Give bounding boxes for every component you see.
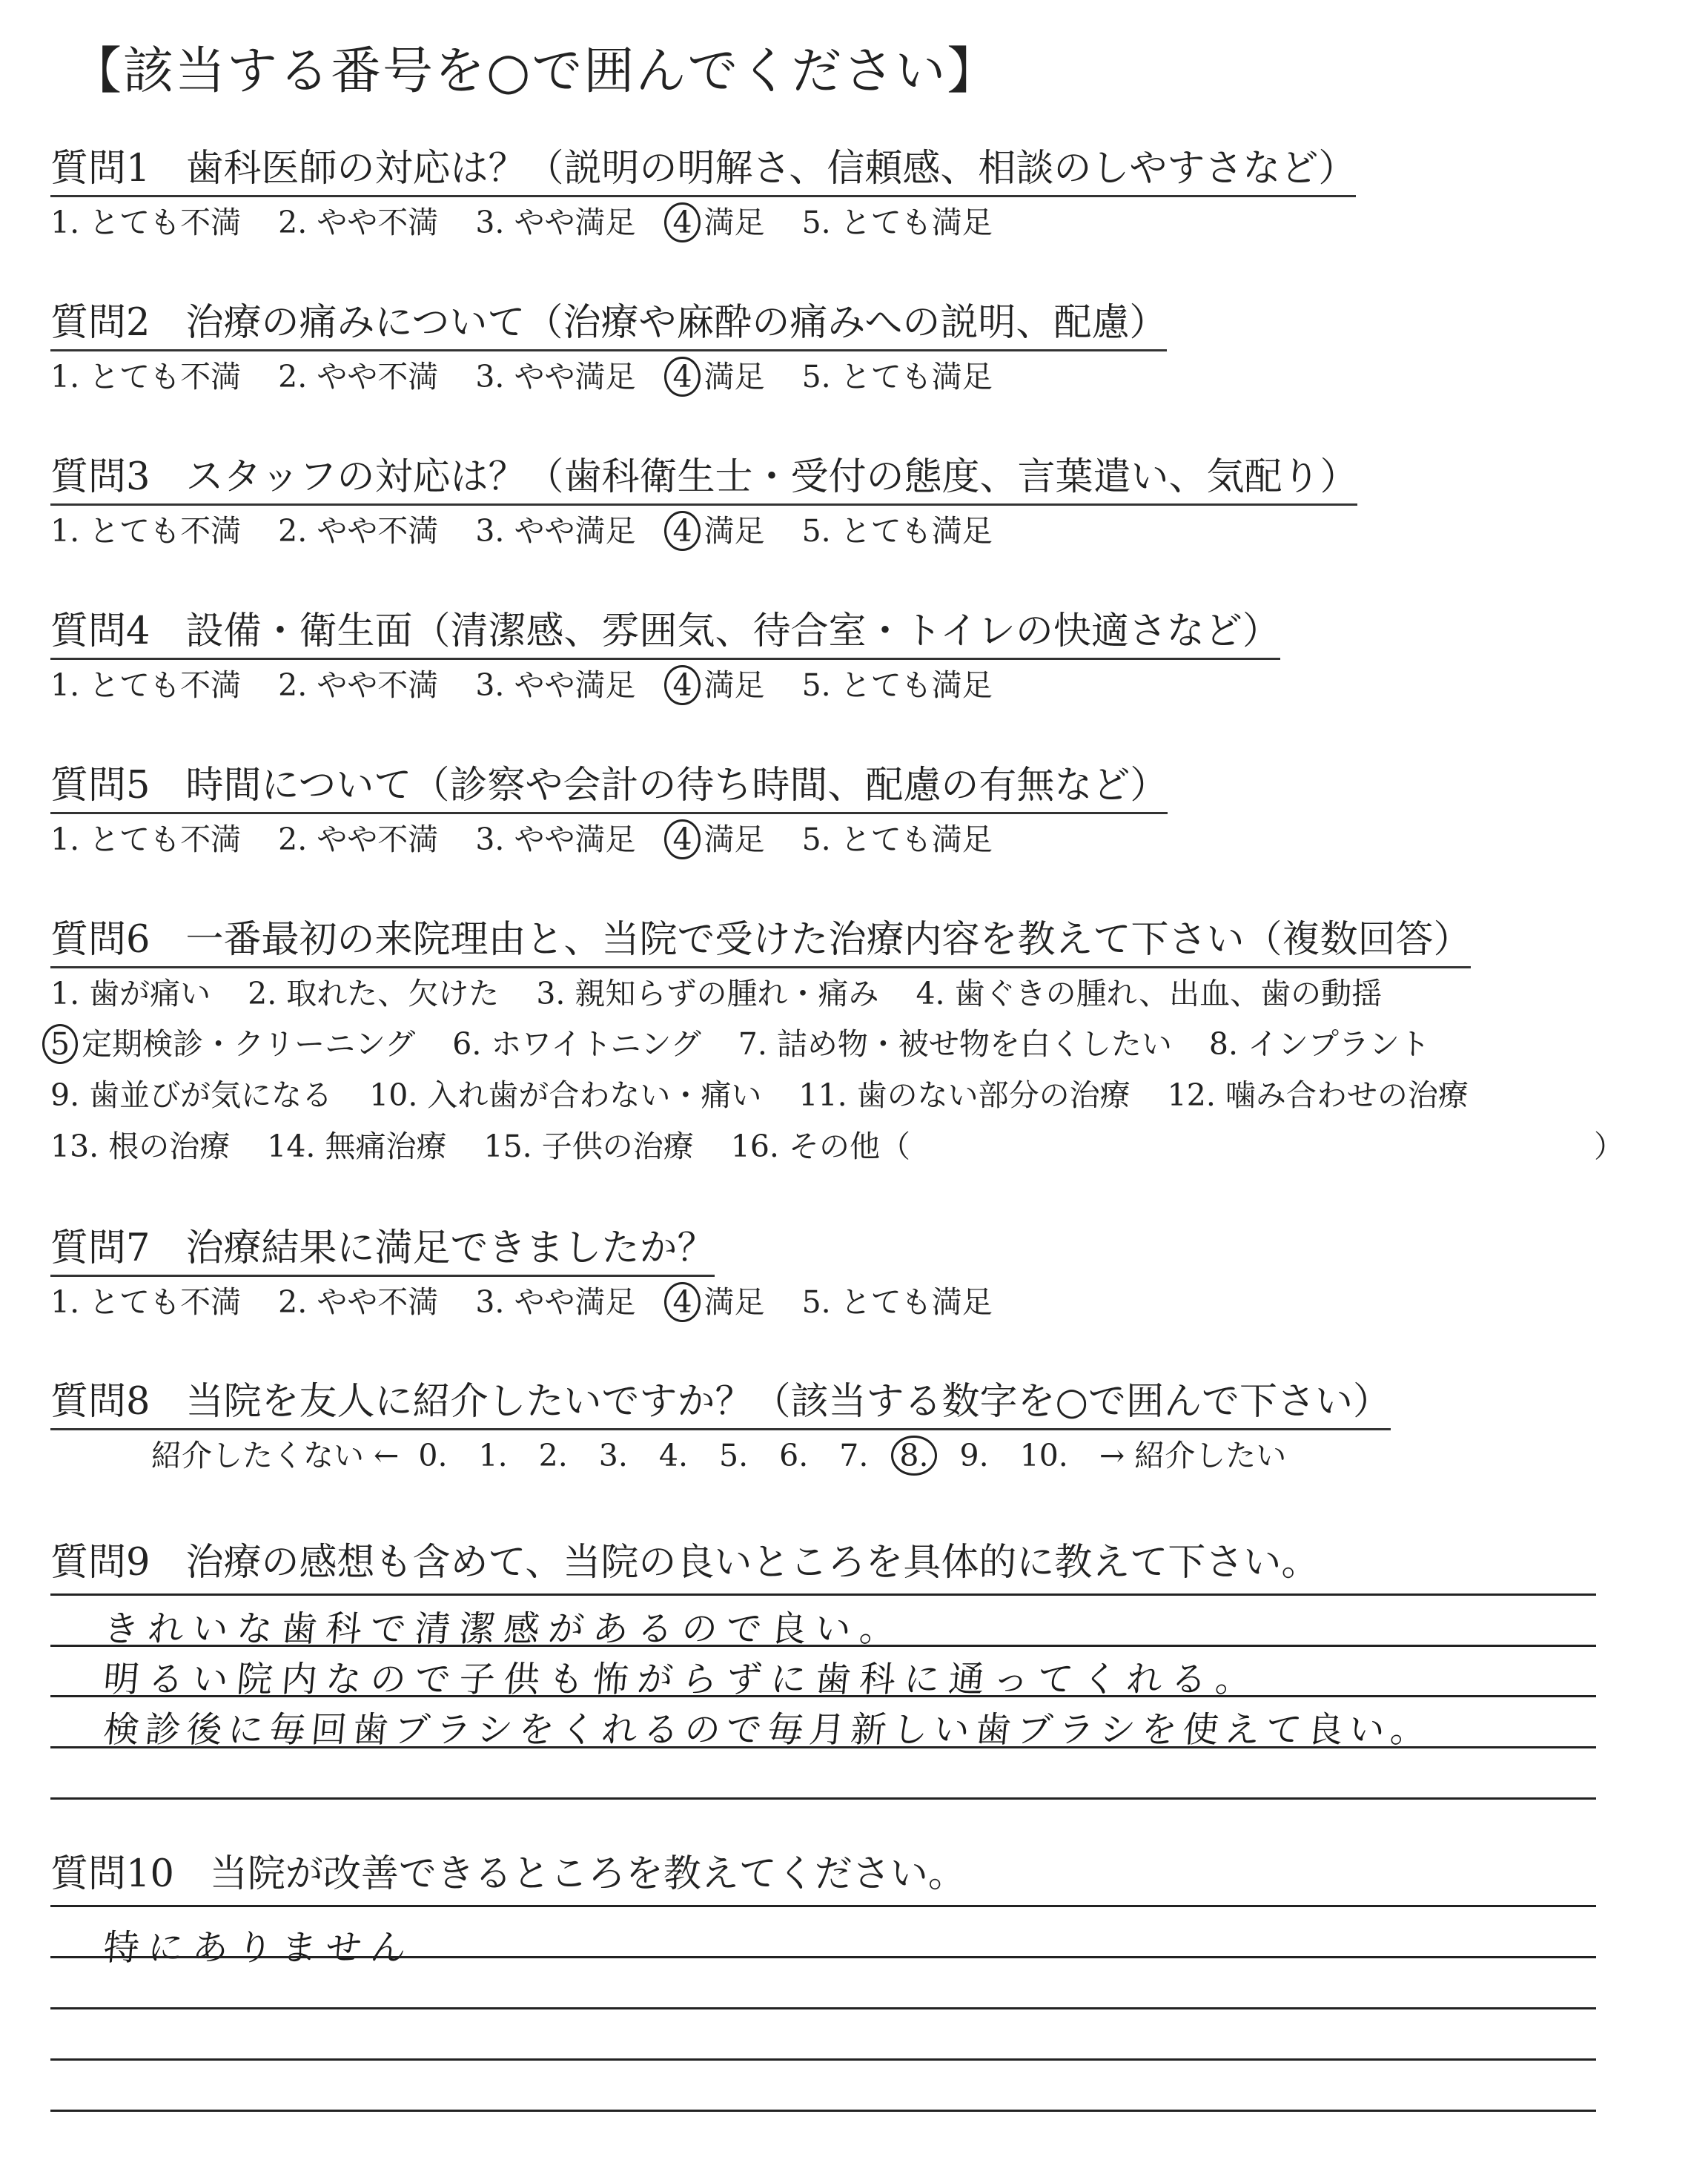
rating-option[interactable]: 3. やや満足 <box>475 822 636 857</box>
question-number: 質問9 <box>50 1541 150 1585</box>
reason-option[interactable]: 12. 噛み合わせの治療 <box>1167 1077 1469 1113</box>
reason-option[interactable]: 1. 歯が痛い <box>50 976 211 1011</box>
answer-line[interactable] <box>50 2110 1596 2112</box>
reason-option[interactable]: 15. 子供の治療 <box>483 1129 694 1164</box>
selected-circle: 4 <box>664 1282 700 1322</box>
scale-option[interactable]: 3. <box>598 1438 628 1473</box>
rating-option-selected[interactable]: 4 満足 <box>672 1278 764 1322</box>
selected-circle: 4 <box>664 665 700 705</box>
rating-option[interactable]: 1. とても不満 <box>50 1284 242 1320</box>
other-close-paren: ） <box>1594 1129 1624 1164</box>
question-text: 時間について（診察や会計の待ち時間、配慮の有無など） <box>185 764 1168 807</box>
rating-option-selected[interactable]: 4 満足 <box>672 661 764 705</box>
rating-option[interactable]: 5. とても満足 <box>801 1284 993 1320</box>
reason-option[interactable]: 3. 親知らずの腫れ・痛み <box>536 976 879 1011</box>
rating-option[interactable]: 1. とても不満 <box>50 359 242 394</box>
reason-option[interactable]: 2. 取れた、欠けた <box>248 976 500 1011</box>
rating-options <box>50 815 1030 859</box>
question-text: 治療の感想も含めて、当院の良いところを具体的に教えて下さい。 <box>185 1541 1320 1585</box>
scale-option[interactable]: 9. <box>959 1438 989 1473</box>
reason-options-row <box>50 1071 1506 1114</box>
question-heading <box>50 1217 715 1277</box>
question-heading <box>50 291 1167 351</box>
rating-option[interactable]: 3. やや満足 <box>475 359 636 394</box>
rating-option[interactable]: 3. やや満足 <box>475 1284 636 1320</box>
question-text: 設備・衛生面（清潔感、雰囲気、待合室・トイレの快適さなど） <box>185 610 1280 653</box>
question-heading <box>50 1843 966 1900</box>
question-heading <box>50 137 1356 197</box>
answer-line[interactable] <box>50 1797 1596 1800</box>
reason-option-other[interactable]: 16. その他（ <box>730 1129 910 1164</box>
scale-option[interactable]: 10. <box>1019 1438 1068 1473</box>
reason-options-row <box>50 969 1419 1013</box>
reason-option[interactable]: 6. ホワイトニング <box>452 1026 701 1062</box>
question-number: 質問1 <box>50 147 150 191</box>
question-number: 質問10 <box>50 1852 174 1896</box>
handwritten-answer: きれいな歯科で清潔感があるので良い。 <box>102 1608 907 1650</box>
rating-options <box>50 198 1030 242</box>
answer-line[interactable] <box>50 2007 1596 2009</box>
scale-option[interactable]: 2. <box>538 1438 568 1473</box>
rating-option[interactable]: 2. やや不満 <box>278 513 439 549</box>
selected-circle: 4 <box>664 202 700 242</box>
rating-option[interactable]: 1. とても不満 <box>50 667 242 703</box>
rating-options <box>50 506 1030 551</box>
reason-option-selected[interactable]: 5 定期検診・クリーニング <box>50 1020 415 1064</box>
answer-line[interactable] <box>50 1905 1596 1907</box>
reason-options-row <box>50 1122 947 1166</box>
rating-option[interactable]: 5. とても満足 <box>801 513 993 549</box>
reason-options-row <box>50 1020 1467 1064</box>
answer-line[interactable] <box>50 1956 1596 1958</box>
scale-option[interactable]: 5. <box>719 1438 749 1473</box>
rating-option[interactable]: 3. やや満足 <box>475 667 636 703</box>
question-number: 質問2 <box>50 301 150 345</box>
rating-option[interactable]: 2. やや不満 <box>278 667 439 703</box>
scale-option-selected[interactable]: 8. <box>891 1436 936 1476</box>
question-heading <box>50 754 1168 814</box>
selected-circle: 4 <box>664 819 700 859</box>
question-text: 治療結果に満足できましたか？ <box>185 1226 715 1270</box>
rating-option[interactable]: 3. やや満足 <box>475 513 636 549</box>
rating-option[interactable]: 2. やや不満 <box>278 822 439 857</box>
selected-circle: 5 <box>42 1024 78 1064</box>
question-text: 当院が改善できるところを教えてください。 <box>209 1852 966 1896</box>
scale-option[interactable]: 4. <box>658 1438 689 1473</box>
question-number: 質問4 <box>50 610 150 653</box>
question-text: スタッフの対応は？（歯科衛生士・受付の態度、言葉遣い、気配り） <box>185 455 1358 499</box>
rating-option-selected[interactable]: 4 満足 <box>672 352 764 397</box>
reason-option[interactable]: 11. 歯のない部分の治療 <box>798 1077 1131 1113</box>
question-heading <box>50 908 1471 968</box>
question-text: 歯科医師の対応は？（説明の明解さ、信頼感、相談のしやすさなど） <box>185 147 1357 191</box>
selected-circle: 4 <box>664 357 700 397</box>
reason-option[interactable]: 7. 詰め物・被せ物を白くしたい <box>738 1026 1172 1062</box>
answer-line[interactable] <box>50 1645 1596 1647</box>
scale-option[interactable]: 0. <box>418 1438 448 1473</box>
question-heading <box>50 1531 1319 1589</box>
answer-line[interactable] <box>50 1593 1596 1596</box>
reason-option[interactable]: 9. 歯並びが気になる <box>50 1077 333 1113</box>
question-number: 質問8 <box>50 1380 150 1424</box>
scale-option[interactable]: 1. <box>478 1438 508 1473</box>
question-heading <box>50 600 1280 660</box>
rating-option[interactable]: 3. やや満足 <box>475 205 636 240</box>
rating-option[interactable]: 5. とても満足 <box>801 822 993 857</box>
question-heading <box>50 446 1357 506</box>
question-number: 質問6 <box>50 918 150 962</box>
question-heading <box>50 1370 1391 1430</box>
question-text: 当院を友人に紹介したいですか？（該当する数字を○で囲んで下さい） <box>185 1380 1391 1424</box>
rating-option[interactable]: 2. やや不満 <box>278 1284 439 1320</box>
reason-option[interactable]: 10. 入れ歯が合わない・痛い <box>369 1077 762 1113</box>
rating-option[interactable]: 2. やや不満 <box>278 359 439 394</box>
rating-options <box>50 1278 1030 1322</box>
rating-option[interactable]: 5. とても満足 <box>801 667 993 703</box>
reason-option[interactable]: 8. インプラント <box>1208 1026 1431 1062</box>
rating-option[interactable]: 5. とても満足 <box>801 205 993 240</box>
question-text: 一番最初の来院理由と、当院で受けた治療内容を教えて下さい（複数回答） <box>185 918 1472 962</box>
reason-option[interactable]: 14. 無痛治療 <box>267 1129 447 1164</box>
handwritten-answer: 特にありません <box>102 1927 417 1969</box>
rating-option[interactable]: 2. やや不満 <box>278 205 439 240</box>
selected-circle: 4 <box>664 511 700 551</box>
answer-line[interactable] <box>50 1695 1596 1697</box>
rating-option[interactable]: 1. とても不満 <box>50 822 242 857</box>
handwritten-answer: 明るい院内なので子供も怖がらずに歯科に通ってくれる。 <box>102 1659 1262 1700</box>
scale-left-label: 紹介したくない ← <box>151 1438 400 1473</box>
rating-option-selected[interactable]: 4 満足 <box>672 198 764 242</box>
answer-line[interactable] <box>50 1746 1596 1748</box>
rating-option-selected[interactable]: 4 満足 <box>672 815 764 859</box>
rating-option-selected[interactable]: 4 満足 <box>672 506 764 551</box>
reason-option[interactable]: 4. 歯ぐきの腫れ、出血、歯の動揺 <box>916 976 1383 1011</box>
answer-line[interactable] <box>50 2058 1596 2061</box>
handwritten-answer: 検診後に毎回歯ブラシをくれるので毎月新しい歯ブラシを使えて良い。 <box>102 1709 1434 1751</box>
question-number: 質問3 <box>50 455 150 499</box>
rating-options <box>50 352 1030 397</box>
scale-option[interactable]: 6. <box>779 1438 809 1473</box>
scale-right-label: → 紹介したい <box>1099 1438 1287 1473</box>
page-title: 【該当する番号を○で囲んでください】 <box>71 42 999 101</box>
rating-option[interactable]: 1. とても不満 <box>50 205 242 240</box>
scale-option[interactable]: 7. <box>839 1438 869 1473</box>
rating-options <box>50 661 1030 705</box>
rating-option[interactable]: 5. とても満足 <box>801 359 993 394</box>
question-text: 治療の痛みについて（治療や麻酔の痛みへの説明、配慮） <box>185 301 1168 345</box>
rating-option[interactable]: 1. とても不満 <box>50 513 242 549</box>
recommend-scale <box>151 1431 1317 1476</box>
question-number: 質問5 <box>50 764 150 807</box>
reason-option[interactable]: 13. 根の治療 <box>50 1129 231 1164</box>
question-number: 質問7 <box>50 1226 150 1270</box>
